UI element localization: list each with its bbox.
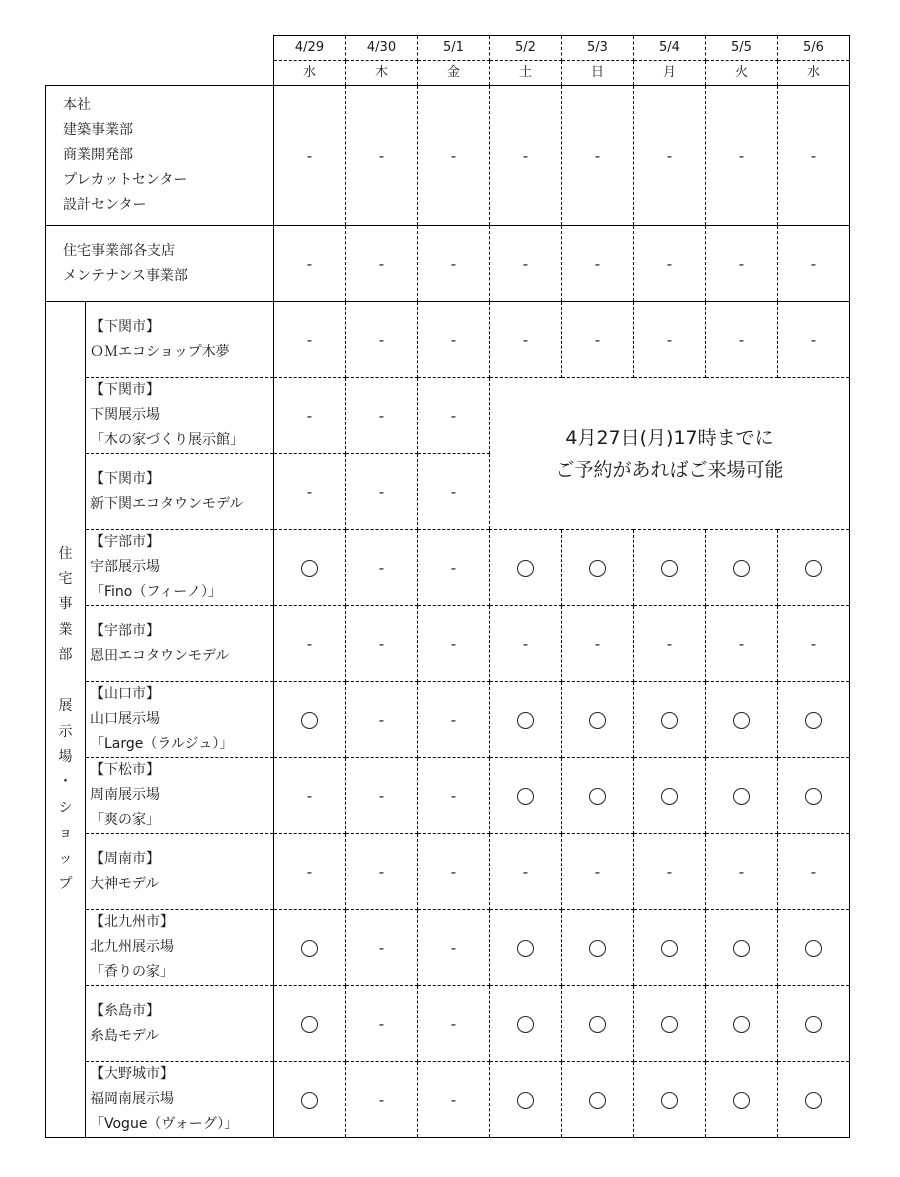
showroom-names bbox=[86, 302, 274, 378]
group-label-char: シ bbox=[58, 799, 73, 816]
availability-cell bbox=[274, 682, 346, 758]
availability-cell bbox=[490, 530, 562, 606]
availability-cell bbox=[274, 986, 346, 1062]
location-name-line: 恩田エコタウンモデル bbox=[90, 647, 230, 664]
closed-dash-icon: - bbox=[378, 1014, 385, 1033]
closed-dash-icon: - bbox=[378, 558, 385, 577]
closed-dash-icon: - bbox=[522, 254, 529, 273]
closed-dash-icon: - bbox=[450, 862, 457, 881]
availability-cell bbox=[562, 758, 634, 834]
showroom-names bbox=[86, 454, 274, 530]
location-name-line: 【下関市】 bbox=[90, 470, 160, 487]
availability-cell bbox=[706, 834, 778, 910]
location-name-line: 周南展示場 bbox=[90, 787, 160, 803]
open-circle-icon bbox=[589, 1016, 606, 1033]
location-name-line: 新下関エコタウンモデル bbox=[90, 495, 244, 512]
availability-cell bbox=[706, 682, 778, 758]
availability-cell bbox=[706, 910, 778, 986]
availability-cell bbox=[346, 530, 418, 606]
location-name-line: 「香りの家」 bbox=[90, 964, 174, 980]
open-circle-icon bbox=[517, 1016, 534, 1033]
availability-cell bbox=[346, 986, 418, 1062]
showroom-row bbox=[46, 1062, 850, 1138]
availability-cell bbox=[634, 986, 706, 1062]
closed-dash-icon: - bbox=[594, 330, 601, 349]
showroom-names bbox=[86, 606, 274, 682]
location-name-line: 糸島モデル bbox=[90, 1027, 160, 1044]
reservation-notice bbox=[490, 378, 850, 530]
availability-cell bbox=[274, 530, 346, 606]
open-circle-icon bbox=[805, 1016, 822, 1033]
col-date: 5/3 bbox=[562, 36, 634, 61]
availability-cell bbox=[634, 910, 706, 986]
availability-cell bbox=[562, 226, 634, 302]
availability-cell bbox=[274, 86, 346, 226]
showroom-names bbox=[86, 1062, 274, 1138]
location-name-line: ＯＭエコショップ木夢 bbox=[90, 343, 230, 360]
group-label-vertical bbox=[46, 302, 86, 1138]
availability-cell bbox=[490, 606, 562, 682]
col-date: 5/1 bbox=[418, 36, 490, 61]
closed-dash-icon: - bbox=[306, 862, 313, 881]
location-name-line: 【下松市】 bbox=[90, 762, 160, 778]
availability-cell bbox=[706, 86, 778, 226]
availability-cell bbox=[490, 682, 562, 758]
availability-cell bbox=[634, 606, 706, 682]
availability-cell bbox=[706, 606, 778, 682]
location-name-line: 【糸島市】 bbox=[90, 1002, 160, 1019]
closed-dash-icon: - bbox=[738, 254, 745, 273]
availability-cell bbox=[346, 378, 418, 454]
availability-cell bbox=[706, 530, 778, 606]
availability-cell bbox=[706, 758, 778, 834]
open-circle-icon bbox=[805, 560, 822, 577]
closed-dash-icon: - bbox=[738, 330, 745, 349]
location-name-line: 【宇部市】 bbox=[90, 534, 160, 550]
availability-cell bbox=[418, 682, 490, 758]
showroom-names bbox=[86, 378, 274, 454]
closed-dash-icon: - bbox=[306, 786, 313, 805]
closed-dash-icon: - bbox=[450, 1014, 457, 1033]
closed-dash-icon: - bbox=[450, 786, 457, 805]
closed-dash-icon: - bbox=[450, 254, 457, 273]
availability-cell bbox=[778, 302, 850, 378]
open-circle-icon bbox=[517, 1092, 534, 1109]
open-circle-icon bbox=[661, 712, 678, 729]
availability-cell bbox=[634, 226, 706, 302]
open-circle-icon bbox=[517, 940, 534, 957]
availability-cell bbox=[634, 1062, 706, 1138]
availability-cell bbox=[634, 530, 706, 606]
closed-dash-icon: - bbox=[522, 146, 529, 165]
closed-dash-icon: - bbox=[378, 330, 385, 349]
open-circle-icon bbox=[733, 940, 750, 957]
closed-dash-icon: - bbox=[450, 406, 457, 425]
availability-cell bbox=[418, 302, 490, 378]
location-name-line: 建築事業部 bbox=[63, 122, 133, 138]
open-circle-icon bbox=[733, 788, 750, 805]
closed-dash-icon: - bbox=[306, 482, 313, 501]
location-name-line: 住宅事業部各支店 bbox=[63, 242, 175, 259]
closed-dash-icon: - bbox=[594, 254, 601, 273]
location-name-line: 【大野城市】 bbox=[90, 1066, 174, 1082]
availability-cell bbox=[778, 86, 850, 226]
availability-cell bbox=[490, 302, 562, 378]
availability-cell bbox=[562, 606, 634, 682]
availability-cell bbox=[490, 758, 562, 834]
availability-cell bbox=[778, 226, 850, 302]
availability-cell bbox=[562, 834, 634, 910]
closed-dash-icon: - bbox=[306, 330, 313, 349]
closed-dash-icon: - bbox=[810, 330, 817, 349]
closed-dash-icon: - bbox=[594, 862, 601, 881]
availability-cell bbox=[274, 606, 346, 682]
location-name-line: プレカットセンター bbox=[63, 172, 188, 188]
location-name-line: 「爽の家」 bbox=[90, 812, 160, 828]
date-header-row bbox=[46, 36, 850, 61]
availability-cell bbox=[418, 226, 490, 302]
closed-dash-icon: - bbox=[378, 254, 385, 273]
availability-cell bbox=[274, 302, 346, 378]
group-label-char: 業 bbox=[58, 621, 73, 638]
closed-dash-icon: - bbox=[378, 938, 385, 957]
availability-cell bbox=[778, 834, 850, 910]
col-weekday: 月 bbox=[634, 61, 706, 86]
showroom-row bbox=[46, 530, 850, 606]
availability-cell bbox=[706, 226, 778, 302]
location-name-line: 宇部展示場 bbox=[90, 559, 160, 575]
open-circle-icon bbox=[805, 788, 822, 805]
availability-cell bbox=[490, 834, 562, 910]
closed-dash-icon: - bbox=[378, 634, 385, 653]
availability-cell bbox=[490, 986, 562, 1062]
availability-cell bbox=[346, 910, 418, 986]
closed-dash-icon: - bbox=[810, 862, 817, 881]
open-circle-icon bbox=[805, 940, 822, 957]
showroom-names bbox=[86, 986, 274, 1062]
availability-cell bbox=[562, 986, 634, 1062]
open-circle-icon bbox=[733, 1092, 750, 1109]
availability-cell bbox=[418, 910, 490, 986]
closed-dash-icon: - bbox=[810, 146, 817, 165]
notice-line: 4月27日(月)17時までに bbox=[565, 426, 774, 449]
availability-cell bbox=[418, 86, 490, 226]
showroom-row bbox=[46, 834, 850, 910]
location-name-line: 「Large（ラルジュ）」 bbox=[90, 736, 234, 752]
availability-cell bbox=[490, 1062, 562, 1138]
group-label-char: 部 bbox=[58, 647, 73, 664]
closed-dash-icon: - bbox=[450, 938, 457, 957]
open-circle-icon bbox=[301, 712, 318, 729]
group-label-char: 事 bbox=[58, 596, 73, 613]
location-name-line: 北九州展示場 bbox=[90, 939, 174, 955]
availability-cell bbox=[490, 86, 562, 226]
closed-dash-icon: - bbox=[450, 710, 457, 729]
notice-line: ご予約があればご来場可能 bbox=[555, 458, 784, 481]
open-circle-icon bbox=[589, 560, 606, 577]
availability-cell bbox=[490, 226, 562, 302]
availability-cell bbox=[346, 606, 418, 682]
availability-cell bbox=[778, 606, 850, 682]
closed-dash-icon: - bbox=[306, 146, 313, 165]
closed-dash-icon: - bbox=[306, 254, 313, 273]
availability-cell bbox=[418, 454, 490, 530]
closed-dash-icon: - bbox=[450, 330, 457, 349]
availability-cell bbox=[346, 226, 418, 302]
open-circle-icon bbox=[517, 712, 534, 729]
location-name-line: 福岡南展示場 bbox=[90, 1091, 174, 1107]
showroom-row bbox=[46, 302, 850, 378]
location-name-line: 下関展示場 bbox=[90, 407, 160, 423]
open-circle-icon bbox=[589, 712, 606, 729]
open-circle-icon bbox=[733, 560, 750, 577]
open-circle-icon bbox=[733, 1016, 750, 1033]
closed-dash-icon: - bbox=[378, 146, 385, 165]
showroom-names bbox=[86, 910, 274, 986]
availability-cell bbox=[274, 834, 346, 910]
availability-cell bbox=[346, 454, 418, 530]
closed-dash-icon: - bbox=[522, 330, 529, 349]
office-names bbox=[46, 86, 274, 226]
closed-dash-icon: - bbox=[450, 558, 457, 577]
closed-dash-icon: - bbox=[666, 146, 673, 165]
showroom-row bbox=[46, 910, 850, 986]
availability-cell bbox=[490, 910, 562, 986]
office-names bbox=[46, 226, 274, 302]
availability-cell bbox=[778, 1062, 850, 1138]
showroom-names bbox=[86, 530, 274, 606]
location-name-line: 「Vogue（ヴォーグ）」 bbox=[90, 1116, 239, 1132]
closed-dash-icon: - bbox=[522, 862, 529, 881]
group-label-char: 示 bbox=[58, 723, 73, 740]
availability-cell bbox=[418, 530, 490, 606]
location-name-line: 【下関市】 bbox=[90, 382, 160, 398]
availability-cell bbox=[634, 86, 706, 226]
location-name-line: 「Fino（フィーノ）」 bbox=[90, 584, 222, 600]
group-label-char bbox=[46, 669, 85, 694]
availability-cell bbox=[418, 834, 490, 910]
group-label-char: 場 bbox=[58, 748, 73, 765]
closed-dash-icon: - bbox=[450, 146, 457, 165]
open-circle-icon bbox=[517, 560, 534, 577]
location-name-line: 大神モデル bbox=[90, 875, 160, 892]
open-circle-icon bbox=[589, 940, 606, 957]
availability-cell bbox=[274, 226, 346, 302]
open-circle-icon bbox=[661, 560, 678, 577]
availability-cell bbox=[418, 758, 490, 834]
availability-cell bbox=[634, 758, 706, 834]
closed-dash-icon: - bbox=[666, 862, 673, 881]
availability-cell bbox=[346, 302, 418, 378]
group-label-char: 展 bbox=[58, 698, 73, 715]
availability-cell bbox=[562, 910, 634, 986]
closed-dash-icon: - bbox=[594, 146, 601, 165]
closed-dash-icon: - bbox=[378, 786, 385, 805]
open-circle-icon bbox=[589, 788, 606, 805]
closed-dash-icon: - bbox=[738, 862, 745, 881]
showroom-row bbox=[46, 682, 850, 758]
showroom-names bbox=[86, 834, 274, 910]
group-label-char: ・ bbox=[58, 774, 73, 791]
availability-cell bbox=[634, 834, 706, 910]
weekday-header-row bbox=[46, 61, 850, 86]
col-date: 5/2 bbox=[490, 36, 562, 61]
availability-cell bbox=[562, 682, 634, 758]
showroom-row bbox=[46, 758, 850, 834]
availability-cell bbox=[346, 1062, 418, 1138]
availability-cell bbox=[778, 682, 850, 758]
closed-dash-icon: - bbox=[306, 634, 313, 653]
location-name-line: 【山口市】 bbox=[90, 686, 160, 702]
location-name-line: 商業開発部 bbox=[63, 147, 133, 163]
open-circle-icon bbox=[301, 1016, 318, 1033]
availability-cell bbox=[346, 86, 418, 226]
closed-dash-icon: - bbox=[378, 862, 385, 881]
open-circle-icon bbox=[301, 1092, 318, 1109]
availability-cell bbox=[274, 758, 346, 834]
open-circle-icon bbox=[661, 1092, 678, 1109]
showroom-row bbox=[46, 378, 850, 454]
group-label-char: ッ bbox=[58, 850, 73, 867]
closed-dash-icon: - bbox=[666, 330, 673, 349]
availability-cell bbox=[274, 378, 346, 454]
availability-cell bbox=[778, 910, 850, 986]
availability-cell bbox=[562, 86, 634, 226]
open-circle-icon bbox=[661, 940, 678, 957]
closed-dash-icon: - bbox=[450, 482, 457, 501]
location-name-line: 設計センター bbox=[63, 197, 147, 213]
availability-cell bbox=[346, 834, 418, 910]
showroom-names bbox=[86, 758, 274, 834]
col-weekday: 土 bbox=[490, 61, 562, 86]
open-circle-icon bbox=[589, 1092, 606, 1109]
closed-dash-icon: - bbox=[450, 634, 457, 653]
availability-cell bbox=[346, 682, 418, 758]
availability-cell bbox=[418, 606, 490, 682]
location-name-line: 「木の家づくり展示館」 bbox=[90, 432, 244, 448]
col-weekday: 日 bbox=[562, 61, 634, 86]
closed-dash-icon: - bbox=[378, 710, 385, 729]
col-date: 5/5 bbox=[706, 36, 778, 61]
location-name-line: 【宇部市】 bbox=[90, 622, 160, 639]
group-label-char: 住 bbox=[58, 545, 73, 562]
availability-cell bbox=[274, 454, 346, 530]
showroom-row bbox=[46, 606, 850, 682]
col-date: 5/4 bbox=[634, 36, 706, 61]
closed-dash-icon: - bbox=[738, 634, 745, 653]
closed-dash-icon: - bbox=[810, 254, 817, 273]
col-weekday: 金 bbox=[418, 61, 490, 86]
location-name-line: メンテナンス事業部 bbox=[63, 267, 188, 284]
col-weekday: 水 bbox=[274, 61, 346, 86]
availability-cell bbox=[562, 1062, 634, 1138]
showroom-names bbox=[86, 682, 274, 758]
col-date: 5/6 bbox=[778, 36, 850, 61]
availability-cell bbox=[346, 758, 418, 834]
office-row bbox=[46, 86, 850, 226]
open-circle-icon bbox=[805, 712, 822, 729]
availability-cell bbox=[778, 986, 850, 1062]
group-label-char: プ bbox=[58, 875, 73, 892]
closed-dash-icon: - bbox=[378, 1090, 385, 1109]
availability-cell bbox=[634, 302, 706, 378]
availability-cell bbox=[706, 302, 778, 378]
open-circle-icon bbox=[661, 788, 678, 805]
group-label-char: ョ bbox=[58, 825, 73, 842]
col-date: 4/30 bbox=[346, 36, 418, 61]
closed-dash-icon: - bbox=[522, 634, 529, 653]
location-name-line: 山口展示場 bbox=[90, 711, 160, 727]
availability-cell bbox=[778, 758, 850, 834]
office-row bbox=[46, 226, 850, 302]
col-date: 4/29 bbox=[274, 36, 346, 61]
availability-cell bbox=[274, 910, 346, 986]
closed-dash-icon: - bbox=[306, 406, 313, 425]
closed-dash-icon: - bbox=[594, 634, 601, 653]
availability-cell bbox=[562, 530, 634, 606]
group-label-char: 宅 bbox=[58, 571, 73, 588]
availability-cell bbox=[634, 682, 706, 758]
availability-cell bbox=[706, 1062, 778, 1138]
col-weekday: 水 bbox=[778, 61, 850, 86]
availability-cell bbox=[418, 986, 490, 1062]
schedule-table bbox=[45, 35, 850, 1138]
availability-cell bbox=[418, 378, 490, 454]
closed-dash-icon: - bbox=[738, 146, 745, 165]
showroom-row bbox=[46, 986, 850, 1062]
location-name-line: 本社 bbox=[63, 97, 91, 113]
availability-cell bbox=[274, 1062, 346, 1138]
open-circle-icon bbox=[661, 1016, 678, 1033]
open-circle-icon bbox=[805, 1092, 822, 1109]
closed-dash-icon: - bbox=[378, 482, 385, 501]
location-name-line: 【下関市】 bbox=[90, 318, 160, 335]
closed-dash-icon: - bbox=[450, 1090, 457, 1109]
closed-dash-icon: - bbox=[666, 254, 673, 273]
open-circle-icon bbox=[733, 712, 750, 729]
availability-cell bbox=[418, 1062, 490, 1138]
availability-cell bbox=[706, 986, 778, 1062]
open-circle-icon bbox=[517, 788, 534, 805]
closed-dash-icon: - bbox=[666, 634, 673, 653]
open-circle-icon bbox=[301, 560, 318, 577]
availability-cell bbox=[562, 302, 634, 378]
col-weekday: 火 bbox=[706, 61, 778, 86]
closed-dash-icon: - bbox=[378, 406, 385, 425]
location-name-line: 【周南市】 bbox=[90, 850, 160, 867]
closed-dash-icon: - bbox=[810, 634, 817, 653]
location-name-line: 【北九州市】 bbox=[90, 914, 174, 930]
open-circle-icon bbox=[301, 940, 318, 957]
availability-cell bbox=[778, 530, 850, 606]
col-weekday: 木 bbox=[346, 61, 418, 86]
